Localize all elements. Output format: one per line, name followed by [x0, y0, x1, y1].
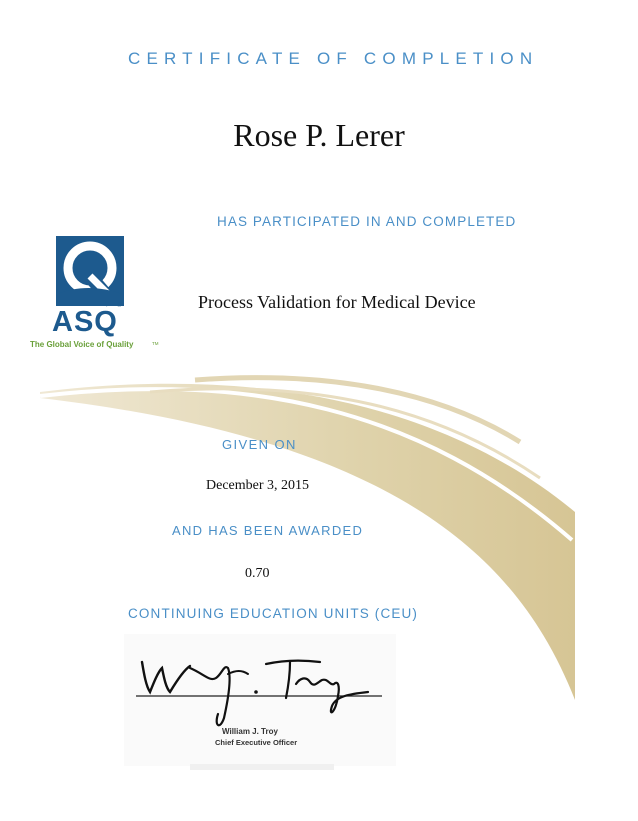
- asq-tagline: The Global Voice of Quality: [30, 340, 134, 349]
- ceu-value: 0.70: [245, 566, 270, 581]
- signer-name: William J. Troy: [222, 727, 278, 736]
- signature-panel-footer: [190, 764, 334, 770]
- signer-role: Chief Executive Officer: [215, 738, 298, 747]
- given-on-label: GIVEN ON: [222, 437, 297, 452]
- asq-wordmark: ASQ: [52, 306, 118, 338]
- certificate-title: CERTIFICATE OF COMPLETION: [128, 49, 539, 68]
- recipient-name: Rose P. Lerer: [233, 117, 405, 153]
- completion-date: December 3, 2015: [206, 478, 310, 493]
- course-name: Process Validation for Medical Device: [198, 292, 476, 312]
- ceu-label: CONTINUING EDUCATION UNITS (CEU): [128, 606, 419, 621]
- trademark-mark: TM: [152, 341, 159, 346]
- awarded-label: AND HAS BEEN AWARDED: [172, 523, 364, 538]
- registered-mark: ®: [117, 303, 122, 309]
- participated-label: HAS PARTICIPATED IN AND COMPLETED: [217, 214, 517, 229]
